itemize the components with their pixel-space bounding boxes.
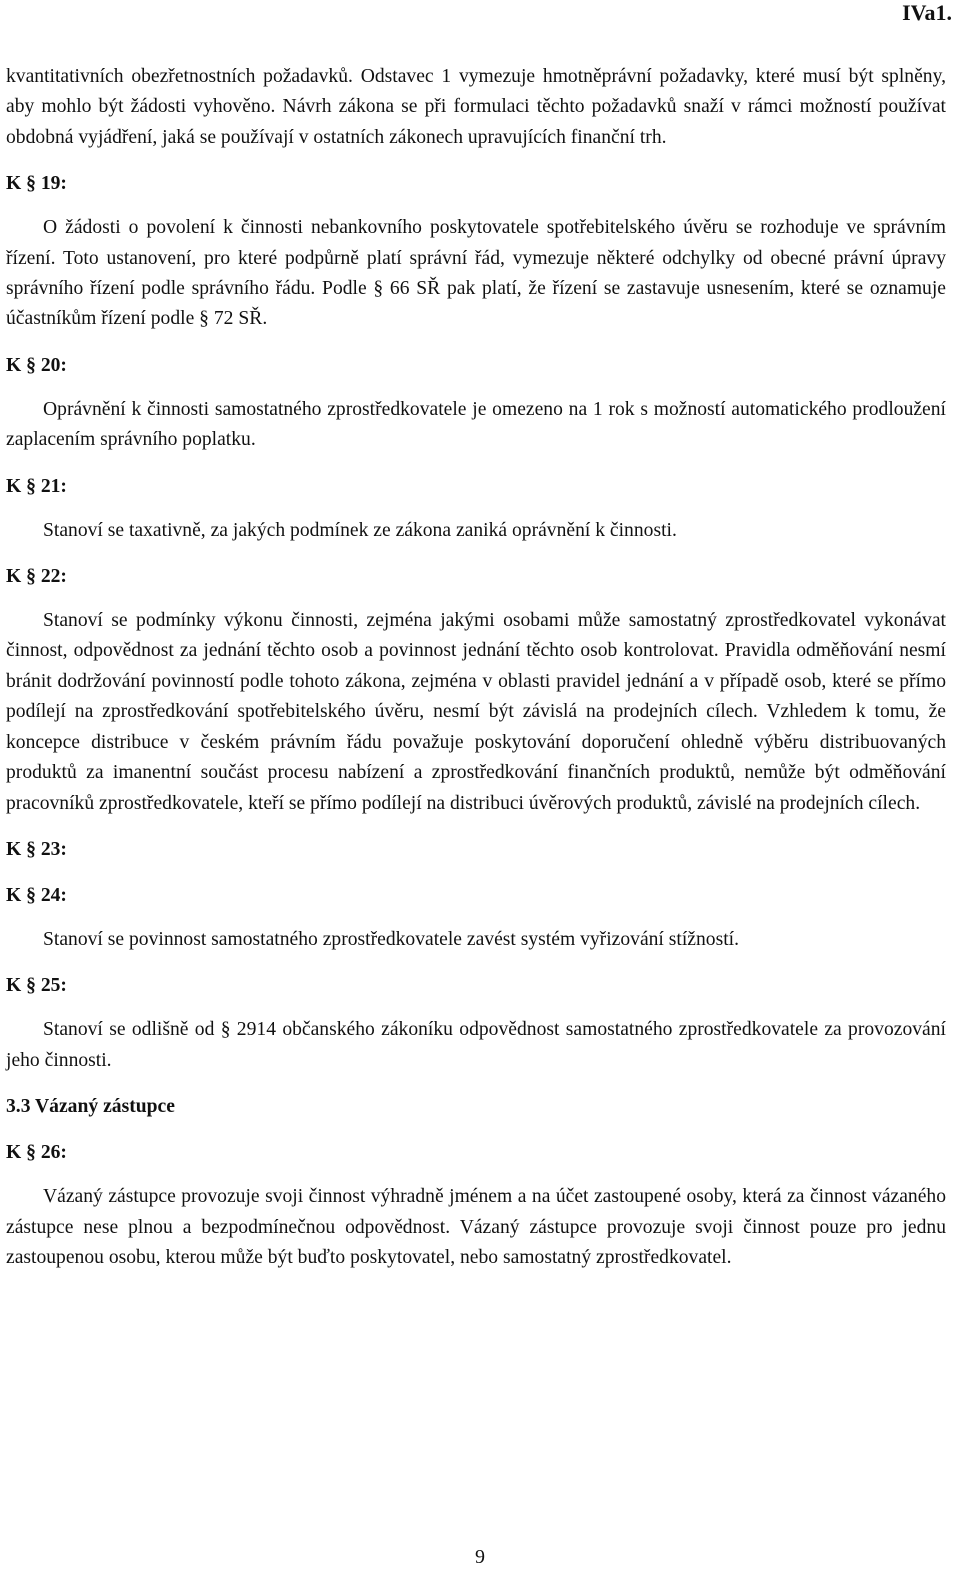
section-heading: K § 23:	[6, 838, 67, 860]
page-number: 9	[475, 1546, 485, 1568]
paragraph: Vázaný zástupce provozuje svoji činnost výhradně jménem a na účet zastoupené osoby, která za činnost vázaného zástupce nese plnou a bezpodmínečnou odpovědnost. Vázaný zástupce provozuje svoji činnost pouze pro jednu zastoupenou osobu, kterou může být buďto poskytovatel, nebo samostatný zprostředkovatel.	[6, 1186, 946, 1268]
section-heading: K § 24:	[6, 884, 67, 906]
paragraph: Stanoví se podmínky výkonu činnosti, zejména jakými osobami může samostatný zprostředkovatel vykonávat činnost, odpovědnost za jednání těchto osob a povinnost jednání těchto osob kontrolovat. Pravidla odměňování nesmí bránit dodržování povinností podle tohoto zákona, zejména v oblasti pravidel jednání a v případě osob, které se přímo podílejí na zprostředkování spotřebitelského úvěru, nesmí být závislá na prodejních cílech. Vzhledem k tomu, že koncepce distribuce v českém právním řádu považuje poskytování doporučení ohledně výběru distribuovaných produktů za imanentní součást procesu nabízení a zprostředkování finančních produktů, nemůže být odměňování pracovníků zprostředkovatele, kteří se přímo podílejí na distribuci úvěrových produktů, závislé na prodejních cílech.	[6, 610, 946, 814]
paragraph: kvantitativních obezřetnostních požadavků. Odstavec 1 vymezuje hmotněprávní požadavky, které musí být splněny, aby mohlo být žádosti vyhověno. Návrh zákona se při formulaci těchto požadavků snaží v rámci možností používat obdobná vyjádření, jaká se používají v ostatních zákonech upravujících finanční trh.	[6, 66, 946, 148]
paragraph: O žádosti o povolení k činnosti nebankovního poskytovatele spotřebitelského úvěru se rozhoduje ve správním řízení. Toto ustanovení, pro které podpůrně platí správní řád, vymezuje některé odchylky od obecné právní úpravy správního řízení podle správního řádu. Podle § 66 SŘ pak platí, že řízení se zastavuje usnesením, které se oznamuje účastníkům řízení podle § 72 SŘ.	[6, 217, 946, 330]
section-heading: K § 20:	[6, 354, 67, 376]
paragraph: Stanoví se odlišně od § 2914 občanského zákoníku odpovědnost samostatného zprostředkovatele za provozování jeho činnosti.	[6, 1019, 946, 1071]
section-heading: K § 26:	[6, 1142, 67, 1164]
paragraph: Oprávnění k činnosti samostatného zprostředkovatele je omezeno na 1 rok s možností automatického prodloužení zaplacením správního poplatku.	[6, 398, 946, 451]
section-heading: K § 25:	[6, 975, 67, 997]
section-heading: 3.3 Vázaný zástupce	[6, 1096, 175, 1118]
page-header-label: IVa1.	[902, 0, 952, 25]
paragraph: Stanoví se taxativně, za jakých podmínek ze zákona zaniká oprávnění k činnosti.	[43, 519, 677, 541]
paragraph: Stanoví se povinnost samostatného zprostředkovatele zavést systém vyřizování stížností.	[43, 928, 739, 950]
section-heading: K § 21:	[6, 475, 67, 497]
section-heading: K § 22:	[6, 566, 67, 588]
document-body	[6, 62, 946, 1273]
section-heading: K § 19:	[6, 173, 67, 195]
